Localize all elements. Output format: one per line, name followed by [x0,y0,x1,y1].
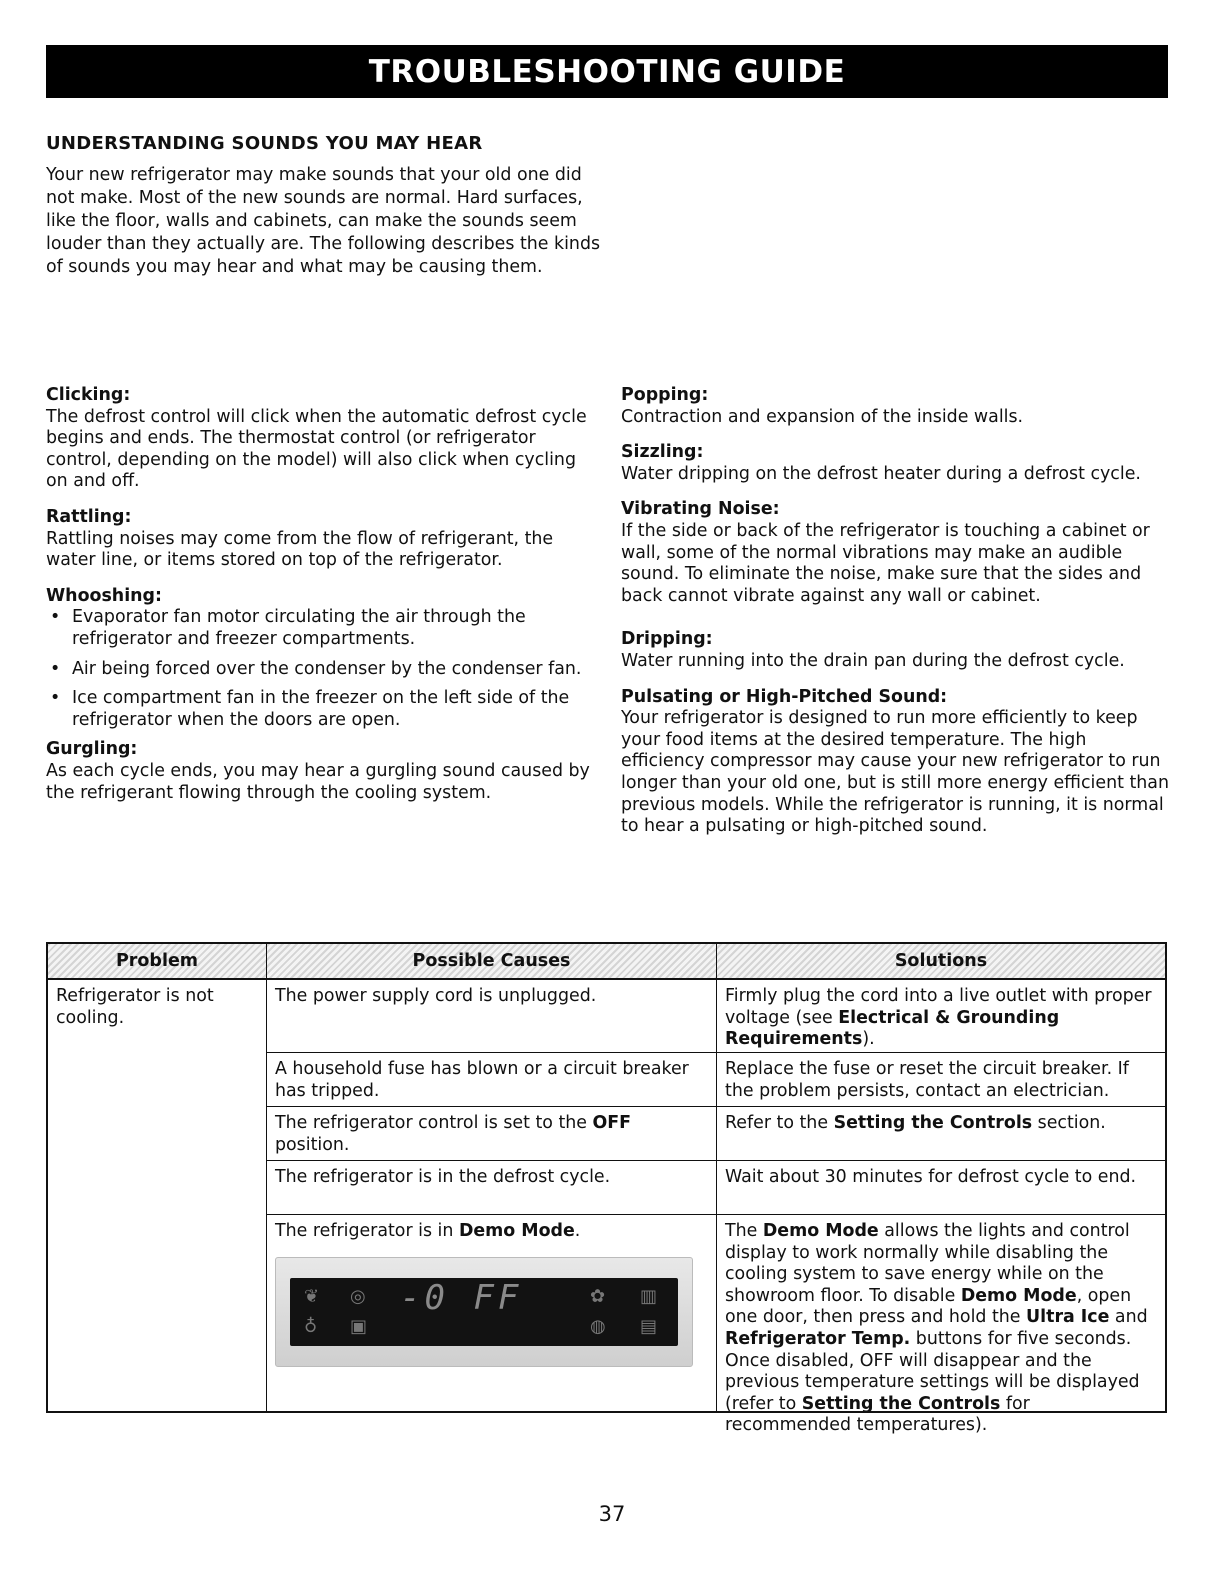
text-run: The refrigerator control is set to the [275,1113,593,1133]
bold-ref: Demo Mode [762,1221,879,1241]
sound-text: As each cycle ends, you may hear a gurgling sound caused by the refrigerant flowing through the cooling system. [46,760,590,803]
text-run: Firmly plug the cord into a live outlet with proper voltage (see [725,986,1152,1028]
sound-whooshing [46,586,598,732]
text-run: section. [1032,1113,1106,1133]
clean-icon: ◍ [590,1315,606,1337]
text-run: The refrigerator is in [275,1221,459,1241]
sound-rattling [46,507,598,572]
sound-label: Popping: [621,385,709,405]
sound-label: Clicking: [46,385,131,405]
table-header-row [48,944,1165,980]
water-icon: ▤ [640,1315,658,1337]
text-run: position. [275,1134,350,1155]
temperature-display: -0 FF [400,1277,523,1318]
text-run: for recommended temperatures). [725,1393,1030,1436]
section-heading: UNDERSTANDING SOUNDS YOU MAY HEAR [46,133,483,154]
sound-label: Rattling: [46,506,132,527]
solution-cell: Wait about 30 minutes for defrost cycle to end. [725,1167,1137,1187]
sound-label: Gurgling: [46,739,138,760]
problem-cell: Refrigerator is not cooling. [48,980,267,1411]
solution-cell [717,1215,1165,1436]
header-possible-causes: Possible Causes [267,944,717,978]
control-display [290,1278,678,1346]
leaf-icon: ❦ [304,1285,320,1307]
bold-ref: Demo Mode [458,1221,575,1241]
intro-paragraph: Your new refrigerator may make sounds that your old one did not make. Most of the new sounds are normal. Hard surfaces, like the floor, walls and cabinets, can make the sounds seem louder than they actually are. The following describes the kinds of sounds you may hear and what may be causing them. [46,165,601,277]
bold-ref: OFF [592,1113,632,1133]
filter-icon: ◎ [350,1285,366,1307]
bold-ref: Refrigerator Temp. [725,1328,911,1349]
text-run: buttons for five seconds. Once disabled, OFF will disappear and the previous temperature settings will be displayed (refer to [725,1328,1140,1414]
table-row [267,1161,1165,1215]
fan-icon: ✿ [590,1285,606,1307]
cause-cell [267,1107,717,1160]
sound-label: Dripping: [621,629,713,650]
text-run: allows the lights and control display to work normally while disabling the cooling system to save energy while on the showroom floor. To disable [725,1221,1130,1306]
sound-clicking [46,385,598,493]
sound-text: If the side or back of the refrigerator is touching a cabinet or wall, some of the normal vibrations may make an audible sound. To eliminate the noise, make sure that the sides and back cannot vibrate against any wall or cabinet. [621,520,1150,606]
text-run: , open one door, then press and hold the [725,1285,1132,1328]
table-row [267,1107,1165,1161]
text-run: Refer to the [725,1113,834,1133]
sound-text: Water dripping on the defrost heater during a defrost cycle. [621,463,1141,484]
text-run: The [725,1221,763,1241]
sound-label: Vibrating Noise: [621,499,780,520]
page-banner-title: TROUBLESHOOTING GUIDE [46,45,1168,98]
page-number: 37 [598,1502,626,1526]
cause-cell [267,1215,717,1411]
sound-label: Sizzling: [621,442,704,463]
sound-label: Pulsating or High-Pitched Sound: [621,686,948,707]
sound-dripping [621,629,1173,672]
sound-text: Rattling noises may come from the flow of refrigerant, the water line, or items stored on top of the refrigerator. [46,528,554,571]
bold-ref: Setting the Controls [833,1113,1033,1133]
intro-section [46,133,606,279]
sounds-right-column [621,385,1173,843]
bold-ref: Electrical & Grounding Requirements [725,1007,1060,1050]
text-run: . [574,1221,581,1241]
table-row [267,1053,1165,1107]
bold-ref: Ultra Ice [1026,1307,1110,1328]
sound-text: Contraction and expansion of the inside walls. [621,406,1024,427]
sounds-left-column [46,385,598,809]
bold-ref: Setting the Controls [801,1393,1001,1414]
list-item: • Air being forced over the condenser by the condenser fan. [46,659,598,681]
table-row [267,980,1165,1053]
sound-popping [621,385,1173,428]
table-row [267,1215,1165,1436]
solution-cell [717,980,1165,1052]
header-solutions: Solutions [894,951,988,971]
sound-text: Your refrigerator is designed to run more efficiently to keep your food items at the desired temperature. The high efficiency compressor may cause your new refrigerator to run longer than your old one, but is still more energy efficient than previous models. While the refrigerator is running, it is normal to hear a pulsating or high-pitched sound. [621,708,1169,837]
sound-gurgling [46,739,598,804]
solution-cell: Replace the fuse or reset the circuit breaker. If the problem persists, contact an electrician. [725,1059,1129,1101]
lock-icon: ▣ [350,1315,368,1337]
sound-vibrating [621,499,1173,607]
sound-label: Whooshing: [46,585,162,606]
text-run: ). [862,1029,875,1050]
bold-ref: Demo Mode [960,1285,1077,1306]
list-item: • Evaporator fan motor circulating the air through the refrigerator and freezer compartments. [46,607,598,650]
table-body [48,980,1165,1436]
control-panel-image [275,1257,693,1367]
sound-pulsating [621,687,1173,838]
ice-icon: ▥ [640,1285,658,1307]
cause-cell: The refrigerator is in the defrost cycle. [267,1161,717,1214]
whooshing-list [46,607,598,731]
list-item: • Ice compartment fan in the freezer on the left side of the refrigerator when the doors are open. [46,688,598,731]
sound-sizzling [621,442,1173,485]
troubleshooting-table [46,942,1167,1436]
text-run: and [1109,1307,1148,1328]
cause-solution-rows [267,980,1165,1436]
bulb-icon: ♁ [304,1315,318,1337]
cause-cell: The power supply cord is unplugged. [267,980,717,1052]
sound-text: The defrost control will click when the automatic defrost cycle begins and ends. The thermostat control (or refrigerator control, depending on the model) will also click when cycling on and off. [46,406,587,492]
solution-cell [717,1107,1165,1160]
cause-cell: A household fuse has blown or a circuit breaker has tripped. [267,1053,717,1106]
header-problem: Problem [48,944,267,978]
sound-text: Water running into the drain pan during the defrost cycle. [621,650,1125,671]
